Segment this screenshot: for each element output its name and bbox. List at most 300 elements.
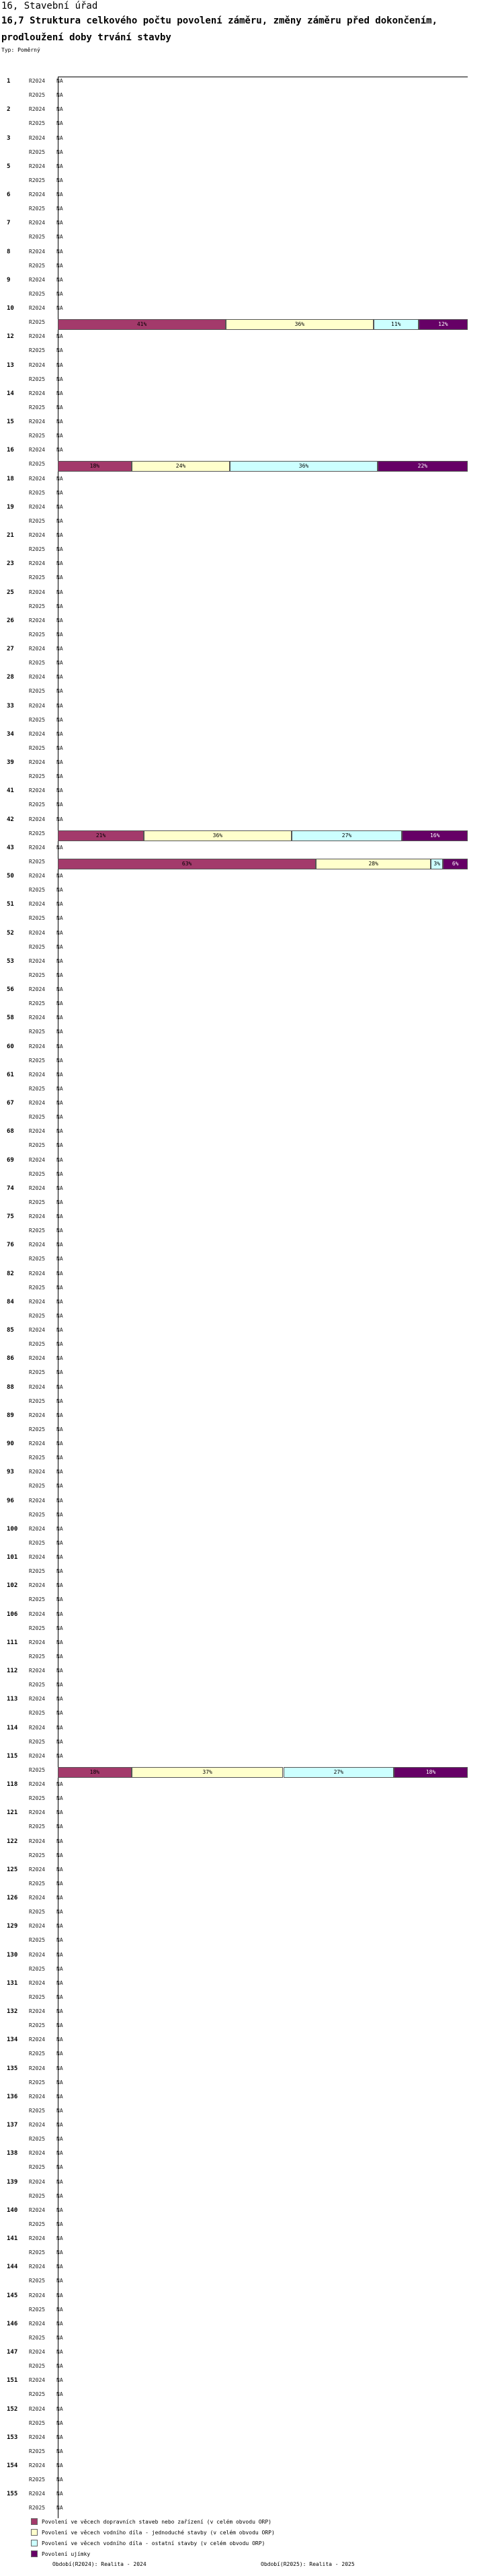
missing-value-label: NA [56, 1838, 63, 1844]
missing-value-label: NA [56, 1696, 63, 1703]
group-label: 111 [7, 1639, 18, 1646]
legend-swatch [31, 2529, 38, 2536]
group-label: 68 [7, 1128, 14, 1135]
row-label: R2025 [29, 376, 46, 382]
row-label: R2025 [29, 830, 46, 836]
row-label: R2025 [29, 688, 46, 695]
row-label: R2025 [29, 1228, 46, 1234]
bar-segment: 18% [58, 1767, 132, 1778]
missing-value-label: NA [56, 1312, 63, 1319]
row-label: R2024 [29, 2320, 46, 2327]
missing-value-label: NA [56, 305, 63, 311]
row-label: R2025 [29, 2079, 46, 2086]
group-label: 126 [7, 1895, 18, 1901]
missing-value-label: NA [56, 1412, 63, 1418]
row-label: R2025 [29, 92, 46, 98]
group-label: 16 [7, 447, 14, 454]
group-label: 25 [7, 589, 14, 596]
row-label: R2024 [29, 646, 46, 652]
bar-segment: 12% [419, 319, 468, 330]
group-label: 85 [7, 1327, 14, 1334]
bar-segment: 36% [144, 830, 292, 841]
row-label: R2024 [29, 2292, 46, 2299]
row-label: R2024 [29, 1469, 46, 1475]
row-label: R2024 [29, 1100, 46, 1106]
missing-value-label: NA [56, 1369, 63, 1376]
row-label: R2024 [29, 1497, 46, 1504]
group-label: 53 [7, 957, 14, 965]
group-label: 41 [7, 787, 14, 795]
row-label: R2025 [29, 858, 46, 865]
missing-value-label: NA [56, 517, 63, 524]
row-label: R2025 [29, 2136, 46, 2142]
missing-value-label: NA [56, 943, 63, 950]
chart-title: 16,7 Struktura celkového počtu povolení záměru, změny záměru před dokončením, prodloužení doby trvání stavby [1, 15, 438, 43]
row-label: R2024 [29, 1015, 46, 1021]
missing-value-label: NA [56, 1327, 63, 1333]
row-label: R2025 [29, 2448, 46, 2454]
group-label: 125 [7, 1866, 18, 1873]
group-label: 50 [7, 873, 14, 879]
row-label: R2025 [29, 461, 46, 468]
missing-value-label: NA [56, 120, 63, 127]
missing-value-label: NA [56, 986, 63, 992]
legend-item [31, 2527, 275, 2538]
missing-value-label: NA [56, 2264, 63, 2270]
row-label: R2025 [29, 319, 46, 325]
missing-value-label: NA [56, 1455, 63, 1461]
row-label: R2024 [29, 2462, 46, 2468]
missing-value-label: NA [56, 2107, 63, 2114]
legend-label: Povolení ve věcech dopravních staveb nebo zařízení (v celém obvodu ORP) [42, 2518, 271, 2525]
group-label: 102 [7, 1582, 18, 1590]
missing-value-label: NA [56, 1965, 63, 1972]
missing-value-label: NA [56, 2079, 63, 2086]
missing-value-label: NA [56, 2008, 63, 2014]
group-label: 121 [7, 1809, 18, 1817]
row-label: R2025 [29, 2051, 46, 2057]
group-label: 19 [7, 503, 14, 511]
missing-value-label: NA [56, 376, 63, 382]
group-label: 67 [7, 1100, 14, 1107]
missing-value-label: NA [56, 234, 63, 241]
group-label: 147 [7, 2349, 18, 2356]
row-label: R2024 [29, 248, 46, 255]
row-label: R2024 [29, 2377, 46, 2384]
missing-value-label: NA [56, 802, 63, 808]
group-label: 135 [7, 2065, 18, 2072]
group-label: 7 [7, 220, 11, 227]
missing-value-label: NA [56, 2292, 63, 2299]
missing-value-label: NA [56, 2235, 63, 2241]
row-label: R2024 [29, 2235, 46, 2241]
missing-value-label: NA [56, 1284, 63, 1291]
group-label: 136 [7, 2093, 18, 2100]
missing-value-label: NA [56, 2491, 63, 2497]
missing-value-label: NA [56, 2065, 63, 2071]
missing-value-label: NA [56, 1809, 63, 1816]
row-label: R2024 [29, 1611, 46, 1617]
missing-value-label: NA [56, 1852, 63, 1858]
row-label: R2024 [29, 787, 46, 794]
missing-value-label: NA [56, 1015, 63, 1021]
missing-value-label: NA [56, 2505, 63, 2511]
missing-value-label: NA [56, 1298, 63, 1305]
group-label: 3 [7, 134, 11, 142]
row-label: R2025 [29, 1000, 46, 1006]
row-label: R2024 [29, 1242, 46, 1248]
missing-value-label: NA [56, 1100, 63, 1106]
missing-value-label: NA [56, 873, 63, 879]
missing-value-label: NA [56, 1951, 63, 1958]
row-label: R2024 [29, 2008, 46, 2014]
row-label: R2024 [29, 1895, 46, 1901]
row-label: R2025 [29, 887, 46, 893]
missing-value-label: NA [56, 887, 63, 893]
missing-value-label: NA [56, 744, 63, 751]
row-label: R2024 [29, 2065, 46, 2071]
missing-value-label: NA [56, 1582, 63, 1589]
row-label: R2025 [29, 943, 46, 950]
row-label: R2024 [29, 163, 46, 169]
group-label: 8 [7, 248, 11, 255]
group-label: 52 [7, 929, 14, 937]
missing-value-label: NA [56, 1185, 63, 1191]
group-label: 12 [7, 333, 14, 341]
group-label: 42 [7, 816, 14, 823]
bar-segment: 18% [394, 1767, 468, 1778]
missing-value-label: NA [56, 433, 63, 439]
row-label: R2025 [29, 1085, 46, 1092]
bar-segment: 22% [378, 461, 468, 472]
missing-value-label: NA [56, 816, 63, 822]
group-label: 131 [7, 1979, 18, 1987]
chart-type-label: Typ: Poměrný [1, 47, 40, 53]
missing-value-label: NA [56, 972, 63, 978]
row-label: R2025 [29, 1965, 46, 1972]
row-label: R2025 [29, 1029, 46, 1035]
row-label: R2024 [29, 106, 46, 113]
row-label: R2025 [29, 603, 46, 609]
missing-value-label: NA [56, 1114, 63, 1120]
row-label: R2024 [29, 1781, 46, 1787]
group-label: 75 [7, 1213, 14, 1220]
group-label: 60 [7, 1043, 14, 1050]
legend-label: Povolení ujímky [42, 2550, 91, 2557]
row-label: R2025 [29, 1795, 46, 1801]
missing-value-label: NA [56, 1043, 63, 1049]
legend-swatch [31, 2518, 38, 2525]
row-label: R2025 [29, 1909, 46, 1915]
missing-value-label: NA [56, 589, 63, 595]
missing-value-label: NA [56, 2221, 63, 2227]
group-label: 152 [7, 2405, 18, 2413]
missing-value-label: NA [56, 674, 63, 681]
group-label: 2 [7, 106, 11, 114]
missing-value-label: NA [56, 631, 63, 638]
group-label: 93 [7, 1469, 14, 1476]
missing-value-label: NA [56, 2419, 63, 2426]
row-label: R2025 [29, 347, 46, 354]
missing-value-label: NA [56, 2448, 63, 2454]
missing-value-label: NA [56, 1554, 63, 1560]
missing-value-label: NA [56, 1611, 63, 1617]
missing-value-label: NA [56, 1483, 63, 1490]
missing-value-label: NA [56, 1469, 63, 1475]
missing-value-label: NA [56, 617, 63, 624]
row-label: R2025 [29, 290, 46, 297]
row-label: R2024 [29, 1639, 46, 1645]
missing-value-label: NA [56, 1128, 63, 1135]
row-label: R2025 [29, 2278, 46, 2284]
group-label: 122 [7, 1838, 18, 1845]
group-label: 86 [7, 1355, 14, 1363]
group-label: 137 [7, 2122, 18, 2129]
missing-value-label: NA [56, 1752, 63, 1759]
bar-segment: 21% [58, 830, 144, 841]
group-label: 144 [7, 2264, 18, 2271]
row-label: R2025 [29, 1341, 46, 1347]
missing-value-label: NA [56, 1085, 63, 1092]
missing-value-label: NA [56, 1029, 63, 1035]
missing-value-label: NA [56, 148, 63, 155]
bar-segment: 37% [132, 1767, 284, 1778]
bar-segment: 41% [58, 319, 226, 330]
row-label: R2025 [29, 177, 46, 183]
row-label: R2024 [29, 560, 46, 567]
missing-value-label: NA [56, 1937, 63, 1944]
row-label: R2024 [29, 617, 46, 624]
row-label: R2024 [29, 1668, 46, 1674]
missing-value-label: NA [56, 546, 63, 552]
group-label: 100 [7, 1525, 18, 1533]
missing-value-label: NA [56, 2320, 63, 2327]
bar-segment: 36% [230, 461, 378, 472]
row-label: R2025 [29, 1455, 46, 1461]
row-label: R2025 [29, 1256, 46, 1262]
missing-value-label: NA [56, 92, 63, 98]
missing-value-label: NA [56, 191, 63, 198]
row-label: R2025 [29, 404, 46, 411]
row-label: R2025 [29, 1511, 46, 1518]
row-label: R2025 [29, 1738, 46, 1745]
missing-value-label: NA [56, 1000, 63, 1006]
row-label: R2025 [29, 1880, 46, 1887]
missing-value-label: NA [56, 248, 63, 255]
row-label: R2024 [29, 276, 46, 283]
missing-value-label: NA [56, 2349, 63, 2355]
legend-item [31, 2538, 275, 2548]
row-label: R2024 [29, 957, 46, 964]
row-label: R2024 [29, 78, 46, 84]
row-label: R2025 [29, 2477, 46, 2483]
missing-value-label: NA [56, 1625, 63, 1631]
row-label: R2024 [29, 1441, 46, 1447]
missing-value-label: NA [56, 206, 63, 212]
row-label: R2025 [29, 1539, 46, 1546]
missing-value-label: NA [56, 957, 63, 964]
group-label: 101 [7, 1554, 18, 1561]
missing-value-label: NA [56, 2164, 63, 2171]
group-label: 146 [7, 2320, 18, 2327]
missing-value-label: NA [56, 1923, 63, 1930]
row-label: R2025 [29, 1284, 46, 1291]
missing-value-label: NA [56, 1383, 63, 1390]
group-label: 13 [7, 361, 14, 369]
page-title: 16, Stavební úřad [1, 1, 98, 11]
row-label: R2024 [29, 1525, 46, 1532]
row-label: R2025 [29, 1483, 46, 1490]
missing-value-label: NA [56, 347, 63, 354]
missing-value-label: NA [56, 1256, 63, 1262]
group-label: 43 [7, 844, 14, 851]
row-label: R2025 [29, 1993, 46, 2000]
chart-legend [31, 2516, 275, 2559]
bar-segment: 63% [58, 859, 316, 869]
missing-value-label: NA [56, 1441, 63, 1447]
row-label: R2024 [29, 419, 46, 425]
group-label: 145 [7, 2292, 18, 2299]
missing-value-label: NA [56, 1795, 63, 1801]
row-label: R2025 [29, 1596, 46, 1603]
missing-value-label: NA [56, 1156, 63, 1163]
row-label: R2025 [29, 1114, 46, 1120]
row-label: R2024 [29, 305, 46, 311]
row-label: R2025 [29, 2391, 46, 2398]
row-label: R2025 [29, 574, 46, 581]
missing-value-label: NA [56, 1539, 63, 1546]
legend-swatch [31, 2540, 38, 2546]
missing-value-label: NA [56, 1398, 63, 1404]
missing-value-label: NA [56, 503, 63, 510]
group-label: 6 [7, 191, 11, 198]
missing-value-label: NA [56, 716, 63, 723]
group-label: 115 [7, 1752, 18, 1760]
row-label: R2025 [29, 1170, 46, 1177]
row-label: R2024 [29, 220, 46, 226]
missing-value-label: NA [56, 574, 63, 581]
row-label: R2024 [29, 1071, 46, 1078]
group-label: 10 [7, 305, 14, 312]
group-label: 39 [7, 759, 14, 766]
group-label: 74 [7, 1185, 14, 1192]
row-label: R2024 [29, 2405, 46, 2412]
row-label: R2024 [29, 1128, 46, 1135]
row-label: R2024 [29, 447, 46, 454]
missing-value-label: NA [56, 262, 63, 269]
bar-segment: 6% [443, 859, 468, 869]
row-label: R2024 [29, 1923, 46, 1930]
row-label: R2024 [29, 1213, 46, 1219]
row-label: R2024 [29, 1696, 46, 1703]
row-label: R2025 [29, 517, 46, 524]
missing-value-label: NA [56, 1781, 63, 1787]
group-label: 14 [7, 390, 14, 397]
group-label: 151 [7, 2377, 18, 2385]
legend-label: Povolení ve věcech vodního díla - jednoduché stavby (v celém obvodu ORP) [42, 2529, 275, 2536]
missing-value-label: NA [56, 1724, 63, 1731]
missing-value-label: NA [56, 2377, 63, 2384]
group-label: 129 [7, 1923, 18, 1930]
missing-value-label: NA [56, 2150, 63, 2157]
missing-value-label: NA [56, 1738, 63, 1745]
row-label: R2025 [29, 1682, 46, 1688]
row-label: R2025 [29, 802, 46, 808]
row-label: R2024 [29, 191, 46, 198]
row-label: R2024 [29, 1298, 46, 1305]
group-label: 89 [7, 1412, 14, 1419]
bar-segment: 36% [226, 319, 374, 330]
row-label: R2025 [29, 1625, 46, 1631]
missing-value-label: NA [56, 106, 63, 113]
missing-value-label: NA [56, 901, 63, 908]
missing-value-label: NA [56, 688, 63, 695]
row-label: R2025 [29, 2334, 46, 2341]
row-label: R2025 [29, 2022, 46, 2028]
missing-value-label: NA [56, 759, 63, 765]
missing-value-label: NA [56, 177, 63, 183]
missing-value-label: NA [56, 1341, 63, 1347]
group-label: 61 [7, 1071, 14, 1078]
missing-value-label: NA [56, 2405, 63, 2412]
group-label: 56 [7, 986, 14, 993]
row-label: R2025 [29, 1057, 46, 1064]
group-label: 15 [7, 419, 14, 425]
group-label: 23 [7, 560, 14, 568]
missing-value-label: NA [56, 646, 63, 652]
missing-value-label: NA [56, 1213, 63, 1219]
row-label: R2024 [29, 1156, 46, 1163]
missing-value-label: NA [56, 1355, 63, 1362]
group-label: 69 [7, 1156, 14, 1164]
group-label: 18 [7, 475, 14, 482]
row-label: R2025 [29, 2164, 46, 2171]
group-label: 27 [7, 646, 14, 652]
row-label: R2024 [29, 1554, 46, 1560]
group-label: 26 [7, 617, 14, 624]
row-label: R2024 [29, 1270, 46, 1277]
missing-value-label: NA [56, 2306, 63, 2313]
missing-value-label: NA [56, 915, 63, 922]
row-label: R2024 [29, 390, 46, 396]
group-label: 28 [7, 674, 14, 681]
missing-value-label: NA [56, 163, 63, 169]
missing-value-label: NA [56, 1199, 63, 1205]
row-label: R2024 [29, 1979, 46, 1986]
group-label: 155 [7, 2491, 18, 2498]
row-label: R2024 [29, 2264, 46, 2270]
footer-period-2025: Období(R2025): Realita - 2025 [261, 2561, 355, 2567]
missing-value-label: NA [56, 1823, 63, 1830]
row-label: R2024 [29, 532, 46, 538]
group-label: 154 [7, 2462, 18, 2469]
group-label: 76 [7, 1242, 14, 1249]
missing-value-label: NA [56, 560, 63, 567]
group-label: 1 [7, 78, 11, 85]
missing-value-label: NA [56, 844, 63, 851]
row-label: R2024 [29, 1412, 46, 1418]
missing-value-label: NA [56, 276, 63, 283]
row-label: R2025 [29, 546, 46, 552]
row-label: R2025 [29, 631, 46, 638]
missing-value-label: NA [56, 290, 63, 297]
row-label: R2025 [29, 262, 46, 269]
missing-value-label: NA [56, 475, 63, 482]
row-label: R2024 [29, 2093, 46, 2100]
row-label: R2025 [29, 744, 46, 751]
row-label: R2025 [29, 1426, 46, 1432]
bar-segment: 24% [132, 461, 230, 472]
